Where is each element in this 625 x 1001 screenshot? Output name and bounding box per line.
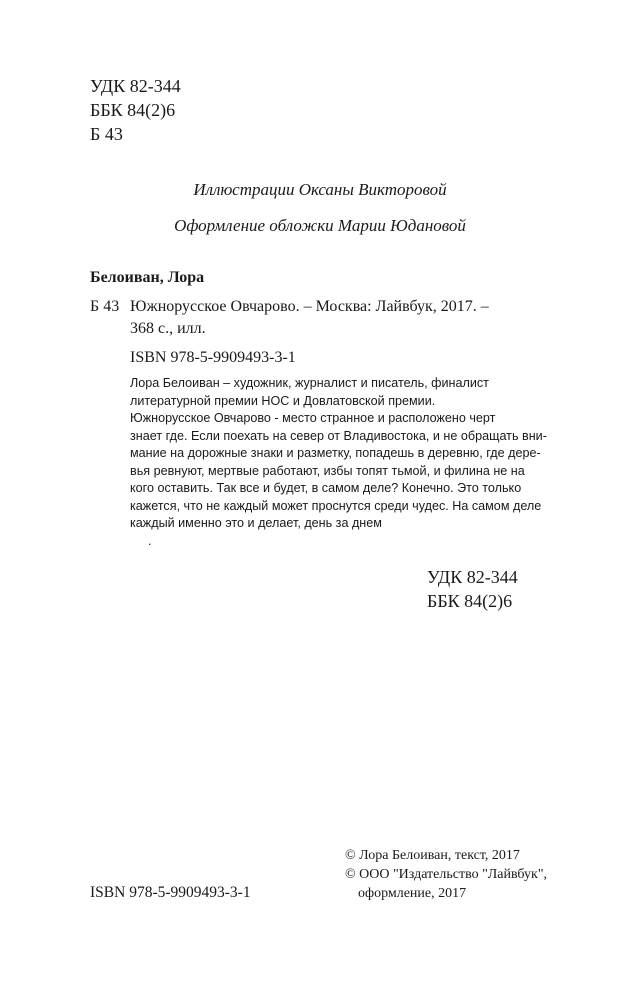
udk-code: УДК 82-344	[427, 567, 518, 587]
annotation-line: знает где. Если поехать на север от Владивостока, и не обращать вни-	[130, 428, 547, 443]
annotation-line: кажется, что не каждый может проснутся среди чудес. На самом деле	[130, 498, 542, 513]
annotation-dot: .	[148, 533, 152, 548]
bbk-code: ББК 84(2)6	[427, 591, 513, 611]
cover-design-credit: Оформление обложки Марии Юдановой	[174, 216, 466, 235]
author-sign: Б 43	[90, 124, 123, 144]
copyright-design: © ООО "Издательство "Лайвбук",	[345, 867, 548, 882]
bibliographic-description	[130, 296, 489, 340]
bib-line-2: 368 с., илл.	[130, 320, 206, 337]
classification-codes-top	[90, 74, 181, 146]
annotation-line: мание на дорожные знаки и разметку, попадешь в деревню, где дере-	[130, 446, 541, 460]
copyright-block	[345, 846, 547, 903]
classification-codes-bottom	[427, 565, 518, 613]
annotation-line: каждый именно это и делает, день за днем	[130, 516, 382, 530]
bbk-code: ББК 84(2)6	[90, 100, 176, 120]
copyright-design-cont: оформление, 2017	[358, 886, 467, 901]
record-sign: Б 43	[90, 298, 120, 315]
annotation-line: кого оставить. Так все и будет, в самом деле? Конечно. Это только	[130, 481, 522, 495]
annotation-line: Южнорусское Овчарово - место странное и расположено черт	[130, 411, 496, 425]
annotation	[130, 375, 547, 550]
copyright-text: © Лора Белоиван, текст, 2017	[345, 848, 520, 863]
annotation-line: литературной премии НОС и Довлатовской премии.	[130, 393, 436, 408]
udk-code: УДК 82-344	[90, 76, 181, 96]
record-isbn: ISBN 978-5-9909493-3-1	[130, 349, 296, 366]
annotation-line: вья ревнуют, мертвые работают, избы топят тьмой, и филина не на	[130, 463, 525, 478]
annotation-line: Лора Белоиван – художник, журналист и писатель, финалист	[130, 376, 489, 390]
bib-line-1: Южнорусское Овчарово. – Москва: Лайвбук, 2017. –	[130, 298, 489, 315]
illustrations-credit: Иллюстрации Оксаны Викторовой	[193, 180, 447, 199]
credits	[130, 172, 510, 244]
record-author: Белоиван, Лора	[90, 269, 205, 286]
isbn-bottom: ISBN 978-5-9909493-3-1	[90, 884, 251, 901]
